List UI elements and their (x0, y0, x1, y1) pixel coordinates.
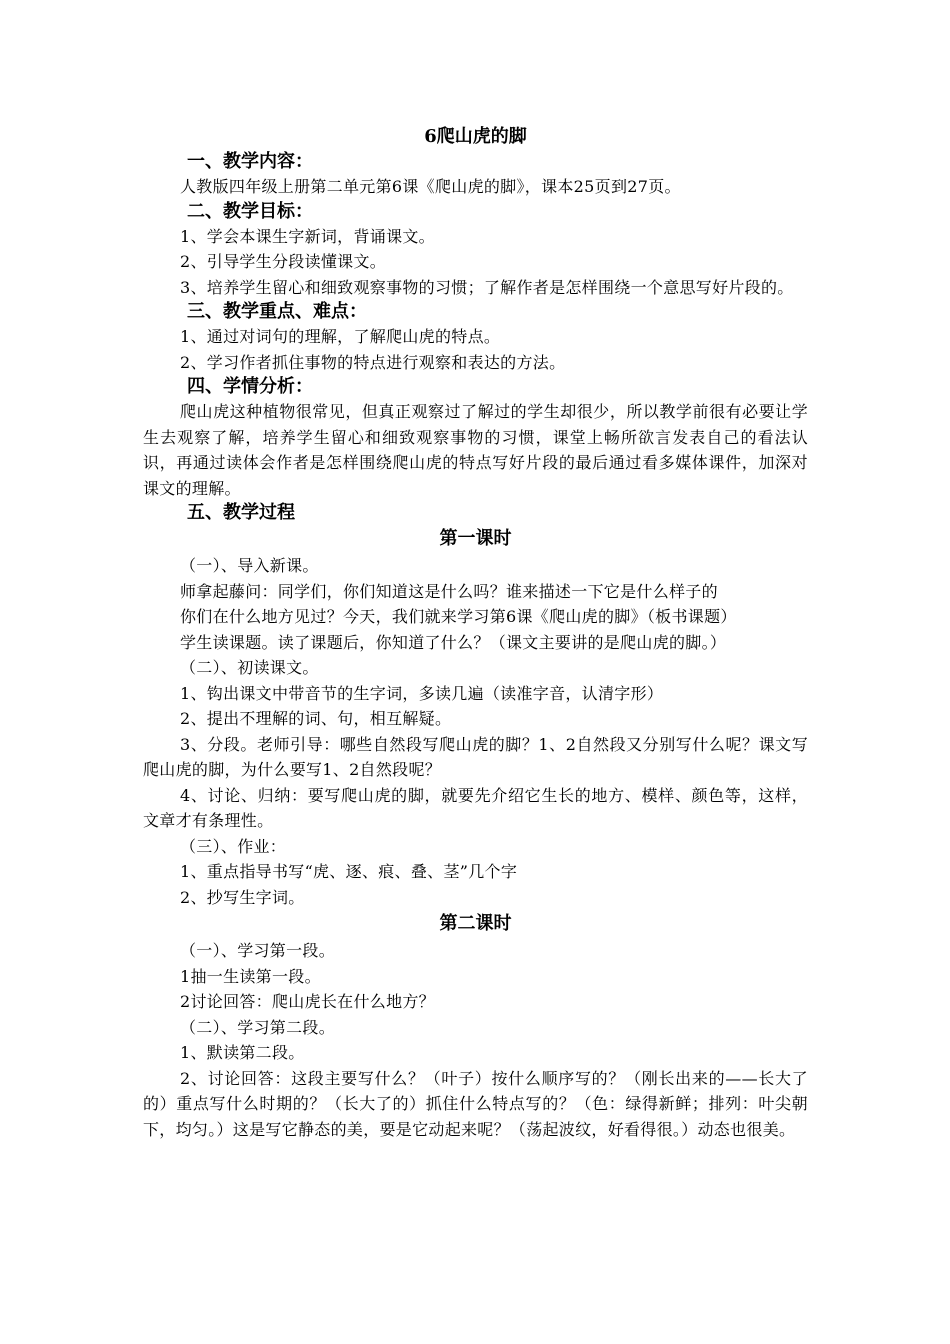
paragraph: 1、学会本课生字新词，背诵课文。 (180, 226, 435, 246)
paragraph: 1、默读第二段。 (180, 1043, 305, 1062)
section-heading-goals: 二、教学目标： (187, 200, 313, 222)
paragraph: 3、分段。老师引导：哪些自然段写爬山虎的脚？1、2自然段又分别写什么呢？课文写爬山虎的脚，为什么要写1、2自然段呢？ (143, 734, 808, 779)
paragraph: 1、钩出课文中带音节的生字词，多读几遍（读准字音，认清字形） (180, 683, 664, 703)
paragraph: 2、讨论回答：这段主要写什么？（叶子）按什么顺序写的？（刚长出来的——长大了的）重点写什么时期的？（长大了的）抓住什么特点写的？（色：绿得新鲜；排列：叶尖朝下，均匀。）这是写它静态的美，要是它动起来呢？（荡起波纹，好看得很。）动态也很美。 (143, 1068, 808, 1139)
paragraph: 爬山虎这种植物很常见，但真正观察过了解过的学生却很少，所以教学前很有必要让学生去观察了解，培养学生留心和细致观察事物的习惯，课堂上畅所欲言发表自己的看法认识，再通过读体会作者是怎样围绕爬山虎的特点写好片段的最后通过看多媒体课件，加深对课文的理解。 (143, 402, 808, 498)
paragraph: 1抽一生读第一段。 (180, 966, 321, 986)
section-heading-process: 五、教学过程 (187, 502, 295, 523)
paragraph: 人教版四年级上册第二单元第6课《爬山虎的脚》，课本25页到27页。 (180, 177, 681, 196)
document-title: 6爬山虎的脚 (424, 126, 527, 147)
paragraph: 2、抄写生字词。 (180, 887, 305, 907)
lesson-heading-2: 第二课时 (439, 913, 512, 934)
paragraph: （二）、学习第二段。 (180, 1017, 336, 1037)
paragraph: 你们在什么地方见过？今天，我们就来学习第6课《爬山虎的脚》（板书课题） (180, 607, 737, 626)
paragraph: 学生读课题。读了课题后，你知道了什么？（课文主要讲的是爬山虎的脚。） (180, 632, 727, 652)
paragraph: 3、培养学生留心和细致观察事物的习惯；了解作者是怎样围绕一个意思写好片段的。 (180, 277, 794, 297)
section-heading-content: 一、教学内容： (187, 151, 313, 172)
section-heading-key-points: 三、教学重点、难点： (187, 301, 367, 322)
section-heading-analysis: 四、学情分析： (187, 376, 313, 397)
paragraph: 师拿起藤问：同学们，你们知道这是什么吗？谁来描述一下它是什么样子的 (180, 581, 718, 601)
paragraph: （三）、作业： (180, 836, 287, 856)
paragraph: （一）、学习第一段。 (180, 941, 336, 960)
paragraph: 1、通过对词句的理解，了解爬山虎的特点。 (180, 327, 501, 346)
paragraph: 4、讨论、归纳：要写爬山虎的脚，就要先介绍它生长的地方、模样、颜色等，这样，文章才有条理性。 (143, 785, 808, 830)
paragraph: 2、引导学生分段读懂课文。 (180, 252, 387, 271)
paragraph: 2讨论回答：爬山虎长在什么地方？ (180, 992, 435, 1011)
paragraph: （二）、初读课文。 (180, 658, 319, 677)
paragraph: （一）、导入新课。 (180, 556, 319, 575)
paragraph: 2、提出不理解的词、句，相互解疑。 (180, 709, 452, 728)
paragraph: 1、重点指导书写“虎、逐、痕、叠、茎”几个字 (180, 862, 518, 881)
lesson-heading-1: 第一课时 (439, 528, 512, 549)
paragraph: 2、学习作者抓住事物的特点进行观察和表达的方法。 (180, 352, 566, 372)
